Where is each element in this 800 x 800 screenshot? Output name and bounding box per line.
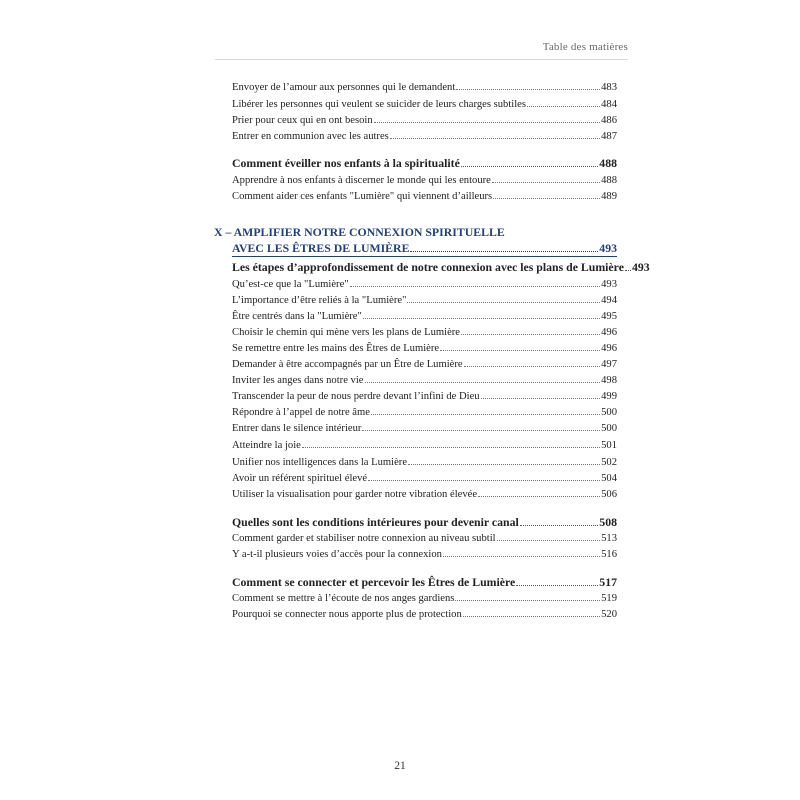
- toc-entry[interactable]: [232, 309, 617, 325]
- toc-leader-dots: [625, 261, 631, 271]
- toc-entry-title: Demander à être accompagnés par un Être de Lumière: [232, 359, 463, 370]
- toc-entry[interactable]: [232, 547, 617, 563]
- toc-entry-page: 496: [601, 327, 617, 338]
- toc-entry-title: L’importance d’être reliés à la "Lumière": [232, 295, 407, 306]
- toc-section-title: Comment se connecter et percevoir les Êtres de Lumière: [232, 575, 516, 589]
- toc-leader-dots: [516, 576, 598, 586]
- toc-entry-page: 483: [601, 82, 617, 93]
- toc-entry-page: 497: [601, 359, 617, 370]
- toc-section-title: Comment éveiller nos enfants à la spiritualité: [232, 156, 460, 170]
- toc-section-entry[interactable]: [232, 259, 650, 275]
- toc-leader-dots: [365, 373, 601, 383]
- toc-leader-dots: [520, 516, 599, 526]
- toc-entry-page: 489: [601, 191, 617, 202]
- toc-section-title: Quelles sont les conditions intérieures pour devenir canal: [232, 515, 519, 529]
- toc-entry-title: Utiliser la visualisation pour garder notre vibration élevée: [232, 489, 478, 500]
- toc-leader-dots: [371, 405, 600, 415]
- toc-leader-dots: [481, 389, 601, 399]
- toc-entry-title: Comment garder et stabiliser notre connexion au niveau subtil: [232, 533, 496, 544]
- toc-entry-page: 494: [601, 295, 617, 306]
- toc-leader-dots: [463, 607, 600, 617]
- toc-leader-dots: [461, 325, 600, 335]
- toc-entry[interactable]: [232, 373, 617, 389]
- toc-entry[interactable]: [232, 293, 617, 309]
- toc-entry-title: Unifier nos intelligences dans la Lumière: [232, 457, 408, 468]
- chapter-title-line-1: X – AMPLIFIER NOTRE CONNEXION SPIRITUELLE: [214, 225, 505, 239]
- toc-entry[interactable]: [232, 421, 617, 437]
- toc-section-page: 488: [599, 156, 617, 170]
- toc-entry[interactable]: [232, 487, 617, 503]
- toc-section-entry[interactable]: [232, 514, 617, 530]
- toc-entry[interactable]: [232, 80, 617, 96]
- toc-entry-title: Inviter les anges dans notre vie: [232, 375, 364, 386]
- toc-entry-title: Entrer en communion avec les autres: [232, 131, 389, 142]
- toc-entry[interactable]: [232, 438, 617, 454]
- toc-entry[interactable]: [232, 607, 617, 623]
- toc-entry-page: 500: [601, 407, 617, 418]
- toc-entry-page: 504: [601, 473, 617, 484]
- toc-entry-page: 502: [601, 457, 617, 468]
- toc-entry-page: 500: [601, 423, 617, 434]
- toc-entry-page: 501: [601, 440, 617, 451]
- toc-entry-title: Choisir le chemin qui mène vers les plans de Lumière: [232, 327, 460, 338]
- toc-leader-dots: [443, 547, 600, 557]
- toc-leader-dots: [493, 189, 600, 199]
- toc-entry-title: Se remettre entre les mains des Êtres de Lumière: [232, 343, 440, 354]
- toc-entry[interactable]: [232, 405, 617, 421]
- toc-entry[interactable]: [232, 129, 617, 145]
- toc-entry[interactable]: [232, 357, 617, 373]
- toc-entry-page: 520: [601, 609, 617, 620]
- toc-leader-dots: [390, 129, 600, 139]
- toc-entry[interactable]: [232, 341, 617, 357]
- toc-entry-page: 506: [601, 489, 617, 500]
- toc-entry-page: 513: [601, 533, 617, 544]
- toc-leader-dots: [363, 309, 600, 319]
- toc-chapter-heading[interactable]: [214, 224, 617, 256]
- toc-leader-dots: [455, 591, 600, 601]
- toc-leader-dots: [527, 97, 600, 107]
- toc-entry[interactable]: [232, 173, 617, 189]
- toc-entry-title: Avoir un référent spirituel élevé: [232, 473, 368, 484]
- toc-entry-page: 498: [601, 375, 617, 386]
- page-number: 21: [394, 760, 406, 772]
- toc-entry[interactable]: [232, 591, 617, 607]
- toc-entry-title: Libérer les personnes qui veulent se suicider de leurs charges subtiles: [232, 99, 526, 110]
- toc-entry-title: Entrer dans le silence intérieur: [232, 423, 362, 434]
- toc-leader-dots: [410, 242, 598, 252]
- toc-leader-dots: [440, 341, 600, 351]
- toc-leader-dots: [407, 293, 600, 303]
- toc-leader-dots: [456, 80, 600, 90]
- toc-section-entry[interactable]: [232, 574, 617, 590]
- toc-entry-title: Y a-t-il plusieurs voies d’accès pour la connexion: [232, 549, 442, 560]
- toc-entry-title: Comment se mettre à l’écoute de nos anges gardiens: [232, 593, 455, 604]
- chapter-page: 493: [599, 241, 617, 255]
- toc-entry[interactable]: [232, 97, 617, 113]
- toc-entry-title: Transcender la peur de nous perdre devant l’infini de Dieu: [232, 391, 480, 402]
- toc-entry-page: 484: [601, 99, 617, 110]
- toc-entry-page: 516: [601, 549, 617, 560]
- toc-entry-page: 496: [601, 343, 617, 354]
- toc-section-entry[interactable]: [232, 155, 617, 171]
- toc-leader-dots: [492, 173, 600, 183]
- toc-entry[interactable]: [232, 113, 617, 129]
- toc-entry[interactable]: [232, 189, 617, 205]
- toc-entry-title: Qu’est-ce que la "Lumière": [232, 279, 349, 290]
- toc-entry-title: Envoyer de l’amour aux personnes qui le demandent: [232, 82, 456, 93]
- toc-entry[interactable]: [232, 277, 617, 293]
- toc-entry-page: 499: [601, 391, 617, 402]
- toc-entry-title: Répondre à l’appel de notre âme: [232, 407, 370, 418]
- toc-leader-dots: [461, 157, 598, 167]
- toc-entry[interactable]: [232, 325, 617, 341]
- chapter-title-line-2: AVEC LES ÊTRES DE LUMIÈRE: [232, 241, 410, 255]
- toc-entry-page: 495: [601, 311, 617, 322]
- running-header: Table des matières: [542, 41, 628, 53]
- header-divider: [215, 59, 628, 60]
- toc-leader-dots: [464, 357, 601, 367]
- chapter-underline: [232, 256, 617, 257]
- toc-leader-dots: [362, 421, 600, 431]
- toc-leader-dots: [302, 438, 600, 448]
- toc-leader-dots: [368, 471, 600, 481]
- toc-leader-dots: [478, 487, 600, 497]
- toc-entry[interactable]: [232, 389, 617, 405]
- toc-leader-dots: [374, 113, 600, 123]
- toc-entry[interactable]: [232, 471, 617, 487]
- toc-entry-title: Être centrés dans la "Lumière": [232, 311, 362, 322]
- toc-section-page: 493: [631, 260, 650, 274]
- toc-entry[interactable]: [232, 455, 617, 471]
- toc-entry-page: 493: [601, 279, 617, 290]
- toc-entry-page: 487: [601, 131, 617, 142]
- toc-entry-title: Pourquoi se connecter nous apporte plus de protection: [232, 609, 462, 620]
- toc-entry-title: Atteindre la joie: [232, 440, 301, 451]
- toc-leader-dots: [408, 455, 600, 465]
- toc-entry-page: 486: [601, 115, 617, 126]
- toc-section-title: Les étapes d’approfondissement de notre connexion avec les plans de Lumière: [232, 260, 624, 274]
- toc-entry[interactable]: [232, 531, 617, 547]
- toc-leader-dots: [497, 531, 601, 541]
- toc-section-page: 517: [599, 575, 617, 589]
- toc-entry-title: Prier pour ceux qui en ont besoin: [232, 115, 373, 126]
- toc-entry-page: 488: [601, 175, 617, 186]
- toc-section-page: 508: [599, 515, 617, 529]
- toc-entry-title: Apprendre à nos enfants à discerner le monde qui les entoure: [232, 175, 491, 186]
- toc-leader-dots: [350, 277, 601, 287]
- toc-entry-page: 519: [601, 593, 617, 604]
- toc-entry-title: Comment aider ces enfants "Lumière" qui viennent d’ailleurs: [232, 191, 493, 202]
